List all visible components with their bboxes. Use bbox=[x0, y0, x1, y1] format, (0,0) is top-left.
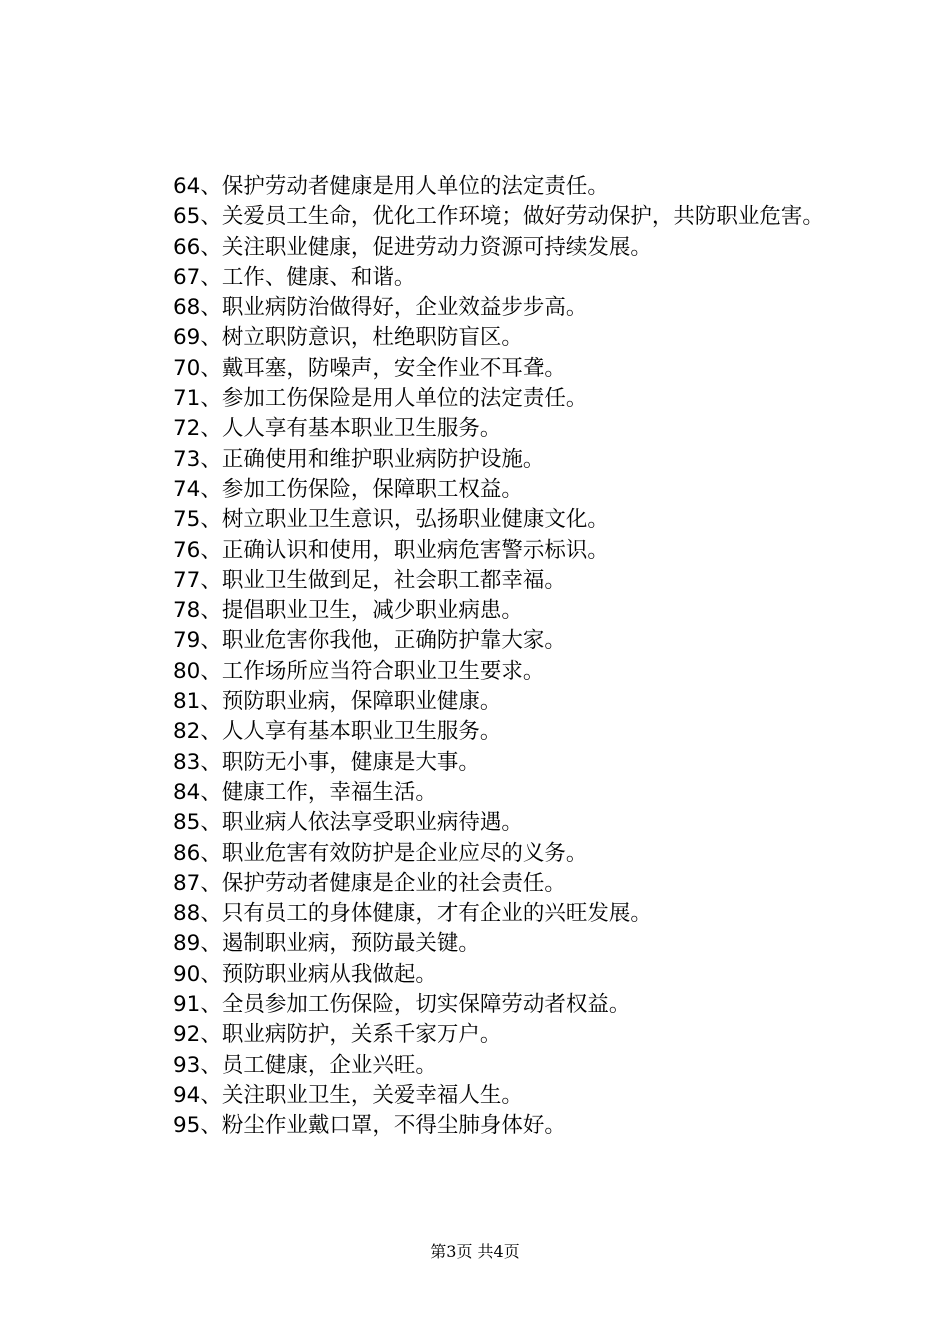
list-item: 83、职防无小事，健康是大事。 bbox=[173, 749, 480, 775]
list-item: 67、工作、健康、和谐。 bbox=[173, 264, 416, 290]
list-item: 80、工作场所应当符合职业卫生要求。 bbox=[173, 658, 545, 684]
list-item: 69、树立职防意识，杜绝职防盲区。 bbox=[173, 325, 523, 351]
list-item: 94、关注职业卫生，关爱幸福人生。 bbox=[173, 1082, 523, 1108]
list-item: 89、遏制职业病，预防最关键。 bbox=[173, 931, 480, 957]
list-item: 65、关爱员工生命，优化工作环境；做好劳动保护，共防职业危害。 bbox=[173, 204, 824, 230]
list-item: 77、职业卫生做到足，社会职工都幸福。 bbox=[173, 567, 566, 593]
list-item: 90、预防职业病从我做起。 bbox=[173, 961, 437, 987]
list-item: 81、预防职业病，保障职业健康。 bbox=[173, 689, 502, 715]
list-item: 88、只有员工的身体健康，才有企业的兴旺发展。 bbox=[173, 901, 652, 927]
list-item: 73、正确使用和维护职业病防护设施。 bbox=[173, 446, 545, 472]
page-footer: 第3页 共4页 bbox=[430, 1242, 520, 1261]
list-item: 85、职业病人依法享受职业病待遇。 bbox=[173, 810, 523, 836]
list-item: 84、健康工作，幸福生活。 bbox=[173, 779, 437, 805]
list-item: 93、员工健康，企业兴旺。 bbox=[173, 1052, 437, 1078]
list-item: 95、粉尘作业戴口罩，不得尘肺身体好。 bbox=[173, 1113, 566, 1139]
list-item: 70、戴耳塞，防噪声，安全作业不耳聋。 bbox=[173, 355, 566, 381]
list-item: 86、职业危害有效防护是企业应尽的义务。 bbox=[173, 840, 588, 866]
slogan-list bbox=[130, 172, 835, 1142]
list-item: 91、全员参加工伤保险，切实保障劳动者权益。 bbox=[173, 992, 631, 1018]
list-item: 79、职业危害你我他，正确防护靠大家。 bbox=[173, 628, 566, 654]
list-item: 75、树立职业卫生意识，弘扬职业健康文化。 bbox=[173, 507, 609, 533]
list-item: 78、提倡职业卫生，减少职业病患。 bbox=[173, 598, 523, 624]
list-item: 72、人人享有基本职业卫生服务。 bbox=[173, 416, 502, 442]
list-item: 71、参加工伤保险是用人单位的法定责任。 bbox=[173, 386, 588, 412]
list-item: 76、正确认识和使用，职业病危害警示标识。 bbox=[173, 537, 609, 563]
list-item: 92、职业病防护，关系千家万户。 bbox=[173, 1022, 502, 1048]
list-item: 87、保护劳动者健康是企业的社会责任。 bbox=[173, 870, 566, 896]
list-item: 66、关注职业健康，促进劳动力资源可持续发展。 bbox=[173, 234, 652, 260]
list-item: 82、人人享有基本职业卫生服务。 bbox=[173, 719, 502, 745]
list-item: 74、参加工伤保险，保障职工权益。 bbox=[173, 476, 523, 502]
list-item: 68、职业病防治做得好，企业效益步步高。 bbox=[173, 295, 588, 321]
list-item: 64、保护劳动者健康是用人单位的法定责任。 bbox=[173, 174, 609, 199]
